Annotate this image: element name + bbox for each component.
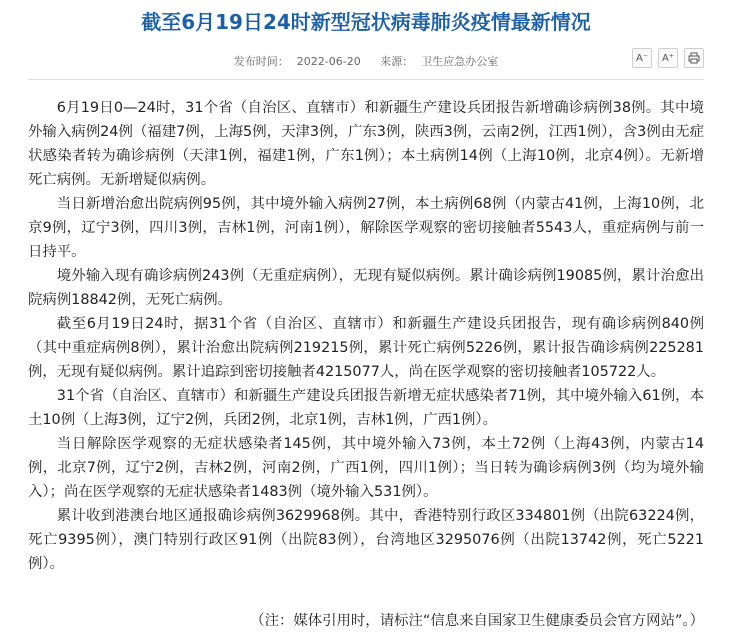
paragraph: 当日新增治愈出院病例95例，其中境外输入病例27例，本土病例68例（内蒙古41例，上海10例，北京9例，辽宁3例，四川3例，吉林1例，河南1例），解除医学观察的密切接触者5543人，重症病例与前一日持平。 (28, 196, 704, 260)
publish-date-value: 2022-06-20 (296, 55, 361, 68)
font-decrease-button[interactable]: A⁻ (632, 48, 652, 68)
citation-note: （注：媒体引用时，请标注“信息来自国家卫生健康委员会官方网站”。） (250, 613, 704, 629)
article-meta (28, 53, 704, 69)
article-title: 截至6月19日24时新型冠状病毒肺炎疫情最新情况 (141, 10, 591, 34)
paragraph: 累计收到港澳台地区通报确诊病例3629968例。其中，香港特别行政区334801例（出院63224例，死亡9395例），澳门特别行政区91例（出院83例），台湾地区3295076例（出院13742例，死亡5221例）。 (28, 508, 704, 572)
publish-date-label: 发布时间： (233, 55, 289, 68)
paragraph: 31个省（自治区、直辖市）和新疆生产建设兵团报告新增无症状感染者71例，其中境外输入61例，本土10例（上海3例，辽宁2例，兵团2例，北京1例，吉林1例，广西1例）。 (28, 388, 704, 428)
print-icon (688, 52, 700, 64)
article-body (28, 80, 704, 576)
print-button[interactable] (684, 48, 704, 68)
source-value: 卫生应急办公室 (421, 55, 499, 68)
publish-date (230, 55, 365, 68)
paragraph: 截至6月19日24时，据31个省（自治区、直辖市）和新疆生产建设兵团报告，现有确诊病例840例（其中重症病例8例），累计治愈出院病例219215例，累计死亡病例5226例，累计报告确诊病例225281例，无现有疑似病例。累计追踪到密切接触者4215077人，尚在医学观察的密切接触者105722人。 (28, 316, 704, 380)
source-label: 来源： (380, 55, 414, 68)
article-tools (632, 48, 704, 68)
meta-row (28, 45, 704, 75)
paragraph: 境外输入现有确诊病例243例（无重症病例），无现有疑似病例。累计确诊病例19085例，累计治愈出院病例18842例，无死亡病例。 (28, 268, 704, 308)
paragraph: 当日解除医学观察的无症状感染者145例，其中境外输入73例，本土72例（上海43例，内蒙古14例，北京7例，辽宁2例，吉林2例，河南2例，广西1例，四川1例）；当日转为确诊病例3例（均为境外输入）；尚在医学观察的无症状感染者1483例（境外输入531例）。 (28, 436, 704, 500)
source (376, 55, 502, 68)
font-increase-button[interactable]: A⁺ (658, 48, 678, 68)
paragraph: 6月19日0—24时，31个省（自治区、直辖市）和新疆生产建设兵团报告新增确诊病例38例。其中境外输入病例24例（福建7例，上海5例，天津3例，广东3例，陕西3例，云南2例，江西1例），含3例由无症状感染者转为确诊病例（天津1例，福建1例，广东1例）；本土病例14例（上海10例，北京4例）。无新增死亡病例。无新增疑似病例。 (28, 100, 704, 188)
